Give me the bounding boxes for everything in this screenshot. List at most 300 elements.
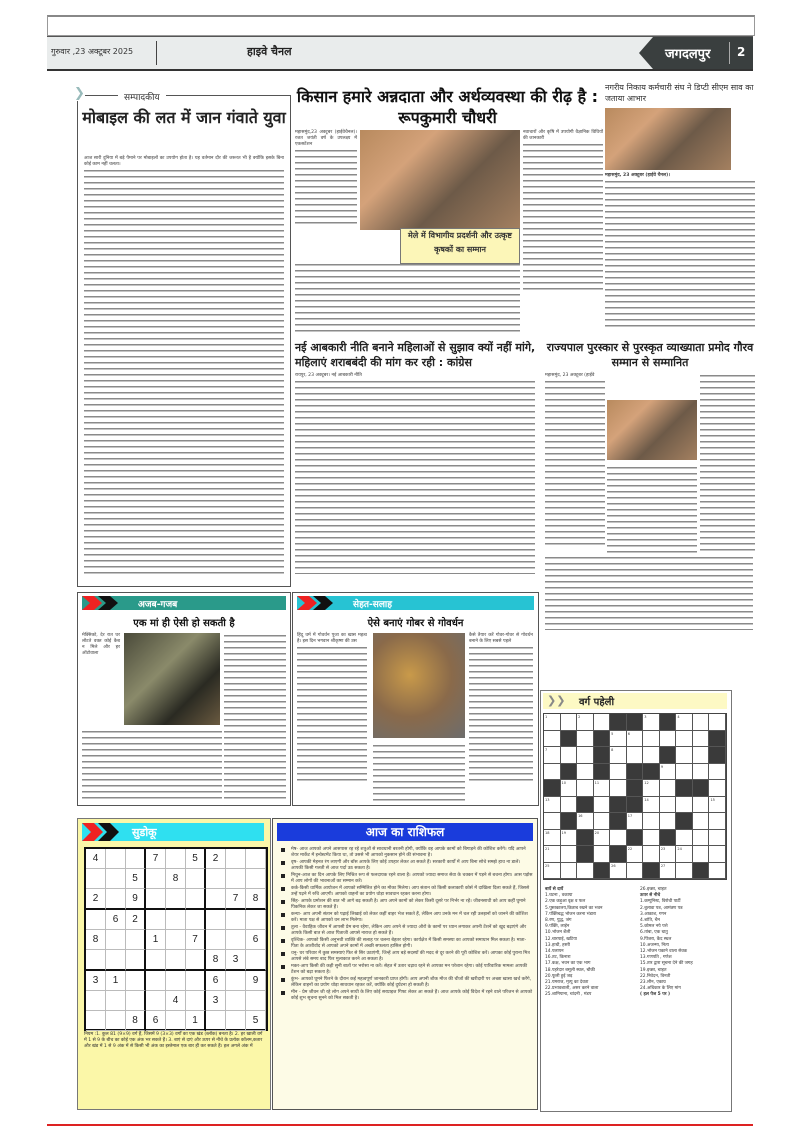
- sudoku-cell: 6: [206, 971, 226, 991]
- down-clue: 10.अजन्मा, नित्य: [640, 942, 669, 948]
- crossword-black-cell: [577, 846, 594, 863]
- city-block: [653, 37, 753, 69]
- crossword-cell: [610, 830, 627, 847]
- sudoku-cell: [226, 971, 246, 991]
- sudoku-cell: [206, 869, 226, 889]
- crossword-cell: 13: [544, 797, 561, 814]
- sehat-salah-snippet2: कैसे तैयार करें गोवर-गोवर से गोवर्धन बनाने के लिए सबसे पहले: [469, 633, 533, 644]
- crossword-cell: [693, 764, 710, 781]
- issue-date: गुरुवार ,23 अक्टूबर 2025: [51, 47, 134, 56]
- crossword-black-cell: [709, 747, 726, 764]
- down-clue: 2.बुलावा पत्र, आमंत्रण पत्र: [640, 905, 683, 911]
- down-clue: 12.भोजन पकाने वाला सेवक: [640, 949, 688, 955]
- crossword-cell: [643, 813, 660, 830]
- sudoku-cell: [86, 869, 106, 889]
- across-clue: 12.चारपाई, खटिया: [545, 936, 577, 942]
- crossword-cell: 14: [643, 797, 660, 814]
- crossword-black-cell: [627, 780, 644, 797]
- crossword-cell: 15: [709, 797, 726, 814]
- rashifal-item: मेष- आज आपको अपने आसपास रह रहे शत्रुओं से सावधानी बरतनी होगी, क्योंकि वह आपके कामों को बिगाड़ने की कोशिश करेंगे। यदि आपने शेयर मार्केट में इन्वेस्टमेंट किया था, तो उससे भी आपको नुकसान होने की संभावना है।: [279, 847, 533, 859]
- sudoku-cell: [166, 930, 186, 950]
- crossword-cell: [544, 731, 561, 748]
- crossword-cell: [676, 731, 693, 748]
- sudoku-cell: [226, 910, 246, 930]
- crossword-black-cell: [627, 714, 644, 731]
- crossword-cell: [660, 780, 677, 797]
- down-clue: 3.आकाश, गगन: [640, 911, 667, 917]
- header-divider: [156, 41, 157, 65]
- across-clue: 16.तट, किनारा: [545, 955, 571, 961]
- crossword-black-cell: [594, 747, 611, 764]
- rashifal-item: वृश्चिक- आपको किसी अनुभवी व्यक्ति की सलाह पर चलना बेहतर रहेगा। कार्यक्षेत्र में किसी समस्या का आपको समाधान मिल सकता है। माता-पिता के आशीर्वाद से आपको अपने कामों में अच्छी सफलता हासिल होगी।: [279, 938, 533, 950]
- sudoku-cell: [246, 869, 266, 889]
- crossword-cell: [693, 846, 710, 863]
- sudoku-cell: [86, 1011, 106, 1031]
- right-text-block: [605, 179, 755, 329]
- sudoku-cell: [106, 869, 126, 889]
- down-clue: 19.इच्छा, चाहत: [640, 967, 667, 973]
- crossword-cell: [610, 780, 627, 797]
- crossword-cell: 1: [544, 714, 561, 731]
- rashifal-list: [279, 847, 533, 1003]
- sudoku-cell: [106, 991, 126, 1011]
- crossword-box: [540, 690, 732, 1112]
- sudoku-cell: [86, 950, 106, 971]
- crossword-cell: [709, 714, 726, 731]
- sudoku-cell: 1: [186, 1011, 206, 1031]
- crossword-black-cell: [660, 714, 677, 731]
- right-story-dateline: महासमुंद, 23 अक्टूबर (हाईवे चैनल)।: [605, 173, 670, 178]
- lead-text-block: [295, 148, 357, 228]
- crossword-cell: [561, 863, 578, 880]
- across-clue: 26.इच्छा, चाहत: [640, 887, 667, 892]
- double-chevron-icon: [82, 596, 130, 610]
- footer-rule: [47, 1124, 753, 1126]
- lead-story-title: किसान हमारे अन्नदाता और अर्थव्यवस्था की रीढ़ है : रूपकुमारी चौधरी: [296, 87, 599, 127]
- down-clue: 5.कोमल नये पत्ते: [640, 924, 668, 930]
- crossword-cell: 18: [544, 830, 561, 847]
- across-clue: 7.पंक्तिबद्ध भोजन करना भंडारा: [545, 911, 597, 917]
- down-clue: 24.अधिकार के लिए मांग: [640, 986, 681, 992]
- across-clue: 2.एक कड़ुआ वृक्ष व फल: [545, 899, 586, 905]
- crossword-cell: [693, 830, 710, 847]
- right-story-title: नगरीय निकाय कर्मचारी संघ ने डिप्टी सीएम साव का जताया आभार: [605, 83, 754, 103]
- right-story-photo: [605, 108, 731, 170]
- sudoku-cell: 7: [186, 930, 206, 950]
- crossword-black-cell: [693, 863, 710, 880]
- sudoku-cell: 6: [106, 910, 126, 930]
- double-chevron-icon: [82, 823, 130, 841]
- ajab-gajab-banner: [82, 596, 286, 610]
- sudoku-cell: [186, 869, 206, 889]
- across-clue: 13.हाथी, हस्ती: [545, 942, 570, 948]
- chevron-right-icon: ❯: [74, 86, 85, 101]
- crossword-cell: [643, 731, 660, 748]
- sudoku-cell: [166, 849, 186, 869]
- crossword-cell: 20: [594, 830, 611, 847]
- crossword-black-cell: [676, 813, 693, 830]
- across-heading: बायें से दायें: [545, 887, 564, 892]
- across-clue: 9.पंक्ति, लाईन: [545, 924, 570, 930]
- rashifal-item: सिंह- आपके प्रमोशन की बात भी आगे बढ़ सकती है। आप अपने कामों को लेकर किसी दूसरे पर निर्भर ना रहें। जीवनसाथी को आप कहीं घुमाने पिकनिक लेकर जा सकते हैं।: [279, 899, 533, 911]
- crossword-cell: 11: [594, 780, 611, 797]
- crossword-black-cell: [660, 830, 677, 847]
- sudoku-cell: [186, 950, 206, 971]
- crossword-cell: 10: [561, 780, 578, 797]
- crossword-black-cell: [660, 747, 677, 764]
- sudoku-cell: 8: [86, 930, 106, 950]
- rashifal-item: मकर-आप किसी की कही सुनी बातों पर भरोसा ना करें। सेहत में उतार चढ़ाव रहने से आपका मन परेशान रहेगा। कोई पारिवारिक मामला आपकी टेंशन को बढ़ा सकता है।: [279, 964, 533, 976]
- sudoku-cell: 8: [126, 1011, 146, 1031]
- crossword-cell: 16: [577, 813, 594, 830]
- crossword-cell: [577, 863, 594, 880]
- sehat-text-block-right: [469, 645, 533, 785]
- crossword-black-cell: [627, 830, 644, 847]
- sudoku-cell: [126, 930, 146, 950]
- award-story-photo: [607, 400, 697, 460]
- across-clue: 17.कक्ष, भवन का एक भाग: [545, 961, 591, 967]
- crossword-cell: 6: [627, 731, 644, 748]
- crossword-black-cell: [676, 780, 693, 797]
- crossword-cell: [676, 830, 693, 847]
- sudoku-cell: 2: [206, 849, 226, 869]
- sudoku-cell: [166, 950, 186, 971]
- ajab-gajab-photo: [124, 633, 220, 725]
- sudoku-cell: [186, 971, 206, 991]
- sudoku-cell: [106, 950, 126, 971]
- rashifal-title: आज का राशिफल: [277, 823, 533, 841]
- crossword-cell: [577, 731, 594, 748]
- sudoku-box: [77, 818, 271, 1110]
- crossword-cell: [544, 764, 561, 781]
- lead-snippet-right: नवाचारों और कृषि में उपयोगी वैज्ञानिक विधियों की जानकारी: [523, 130, 603, 141]
- sudoku-cell: [106, 930, 126, 950]
- sudoku-cell: 7: [226, 889, 246, 910]
- crossword-black-cell: [594, 863, 611, 880]
- sudoku-cell: [186, 991, 206, 1011]
- crossword-cell: [693, 747, 710, 764]
- award-text-block: [545, 379, 605, 549]
- crossword-cell: [693, 731, 710, 748]
- crossword-cell: 4: [676, 714, 693, 731]
- crossword-cell: 22: [627, 846, 644, 863]
- rashifal-box: [272, 818, 538, 1110]
- editorial-title: मोबाइल की लत में जान गंवाते युवा: [82, 108, 286, 127]
- crossword-cell: [561, 747, 578, 764]
- crossword-cell: 2: [577, 714, 594, 731]
- page-number: 2: [737, 45, 746, 59]
- sehat-text-block: [297, 645, 367, 785]
- sudoku-cell: 6: [246, 930, 266, 950]
- crossword-cell: [693, 714, 710, 731]
- rashifal-item: कर्क-किसी धार्मिक आयोजन में आपको सम्मिलित होने का मौका मिलेगा। आप संतान को किसी कलाकारी कोर्स में दाखिला दिला सकते हैं, जिससे उन्हें पढ़ने में रुचि आएगी। आपको वाहनों का प्रयोग थोड़ा सावधान रहकर करना होगा।: [279, 886, 533, 898]
- crossword-cell: 21: [544, 846, 561, 863]
- sudoku-cell: 9: [246, 971, 266, 991]
- sudoku-cell: [166, 1011, 186, 1031]
- double-chevron-icon: [297, 596, 345, 610]
- crossword-cell: [676, 764, 693, 781]
- sudoku-cell: [126, 950, 146, 971]
- across-clue: 18.पहरेदार बसूली स्थल, चौकी: [545, 967, 595, 973]
- sehat-salah-banner: [297, 596, 534, 610]
- sudoku-rules: नियम :1. कुल 81 (9×9) वर्ग हैं, जिसमें 9 (3×3) वर्गों का एक खंड (ब्लॉक) बनता है। 2. हर खाली वर्ग में 1 से 9 के बीच का कोई एक अंक भर सकते हैं। 3. बाएं से दाएं और ऊपर से नीचे के प्रत्येक कॉलम,कतार और खंड में 1 से 9 अंक में से किसी भी अंक का इस्तेमाल एक बार ही कर सकते हैं। हल अगले अंक में: [84, 1032, 263, 1049]
- crossword-cell: [660, 797, 677, 814]
- crossword-cell: [660, 813, 677, 830]
- crossword-cell: [709, 764, 726, 781]
- editorial-box: [74, 86, 291, 587]
- rashifal-item: मिथुन-आज का दिन आपके लिए मिश्रित रूप से फलदायक रहने वाला है। आपको ज्यादा समाज सेवा के चक्कर में पड़ने से बचना होगा। आस पड़ोस में आप लोगों की भावनाओं का सम्मान करें।: [279, 873, 533, 885]
- sudoku-cell: 3: [86, 971, 106, 991]
- crossword-cell: [676, 863, 693, 880]
- sudoku-cell: [246, 849, 266, 869]
- crossword-black-cell: [610, 846, 627, 863]
- award-text-block-right: [700, 373, 755, 553]
- sudoku-cell: 9: [126, 889, 146, 910]
- editorial-body: [84, 156, 284, 581]
- ajab-gajab-column: [82, 633, 120, 657]
- paper-name: हाइवे चैनल: [247, 45, 292, 58]
- double-chevron-icon: ❯❯: [547, 694, 566, 707]
- across-clue: 22.प्रभावशाली, असर करने वाला: [545, 986, 599, 992]
- ajab-gajab-box: [77, 592, 291, 806]
- down-clue: 15.तार द्वारा सूचना देने की जगह: [640, 961, 693, 967]
- across-clue: 21.यमराज, मृत्यु का देवता: [545, 980, 589, 986]
- sudoku-cell: [226, 930, 246, 950]
- crossword-black-cell: [561, 813, 578, 830]
- across-clue: 1.घटना , वकाया: [545, 893, 573, 899]
- down-heading: ऊपर से नीचे: [640, 893, 661, 899]
- crossword-cell: [627, 863, 644, 880]
- sudoku-cell: [186, 889, 206, 910]
- crossword-cell: 26: [610, 863, 627, 880]
- crossword-cell: [577, 780, 594, 797]
- crossword-black-cell: [643, 863, 660, 880]
- crossword-cell: 5: [610, 731, 627, 748]
- abkari-dateline: रायपुर, 23 अक्टूबर। नई आबकारी नीति: [295, 373, 362, 378]
- crossword-cell: 12: [643, 780, 660, 797]
- crossword-black-cell: [594, 731, 611, 748]
- crossword-cell: [709, 780, 726, 797]
- crossword-grid: [543, 713, 727, 880]
- rashifal-item: कन्या- आप अपनी संतान को पढ़ाई लिखाई को लेकर कहीं बाहर भेज सकते हैं, लेकिन आप उनके मन में चल रही उलझनों को जानने की कोशिश करें। माता पक्ष से आपको धन लाभ मिलेगा।: [279, 912, 533, 924]
- top-frame: [47, 15, 755, 36]
- award-story-body: [545, 373, 605, 553]
- crossword-cell: [676, 747, 693, 764]
- abkari-story-body: [295, 373, 535, 578]
- crossword-cell: 27: [660, 863, 677, 880]
- across-clue: 8.रण, युद्ध, जंग: [545, 918, 572, 924]
- down-clue: 4.शांति, चैन: [640, 918, 660, 924]
- crossword-cell: [561, 846, 578, 863]
- sudoku-cell: [86, 910, 106, 930]
- ajab-gajab-label: अजब-गजब: [138, 600, 178, 610]
- crossword-cell: [561, 797, 578, 814]
- sudoku-cell: 5: [186, 849, 206, 869]
- sehat-salah-snippet: हिंदू धर्म में गोवर्धन पूजा का खास महत्व है। इस दिन भगवान श्रीकृष्ण की उस: [297, 633, 367, 644]
- crossword-cell: [693, 813, 710, 830]
- sudoku-cell: [86, 991, 106, 1011]
- crossword-black-cell: [610, 813, 627, 830]
- sehat-salah-photo: [373, 633, 465, 738]
- crossword-black-cell: [693, 780, 710, 797]
- sudoku-banner: [82, 823, 264, 841]
- editorial-label: सम्पादकीय: [118, 90, 166, 103]
- sudoku-cell: [146, 869, 166, 889]
- crossword-cell: 8: [610, 747, 627, 764]
- crossword-cell: 3: [643, 714, 660, 731]
- sudoku-grid: [84, 847, 268, 1031]
- across-clue: 10.भोजन शैली: [545, 930, 571, 936]
- crossword-cell: [709, 863, 726, 880]
- crossword-cell: 25: [544, 863, 561, 880]
- sudoku-cell: [226, 869, 246, 889]
- sudoku-cell: [146, 889, 166, 910]
- sudoku-cell: 7: [146, 849, 166, 869]
- crossword-cell: [627, 747, 644, 764]
- ajab-gajab-text-right: [224, 633, 286, 801]
- ajab-gajab-title: एक मां ही ऐसी हो सकती है: [133, 618, 235, 629]
- crossword-title: वर्ग पहेली: [579, 697, 615, 708]
- sudoku-cell: [126, 849, 146, 869]
- ajab-gajab-snippet: मेक्सिको, देर रात घर लौटते वक्त कोई कैब न मिले और हर ऑटोवाला: [82, 633, 120, 656]
- sudoku-cell: 8: [206, 950, 226, 971]
- crossword-black-cell: [709, 731, 726, 748]
- sudoku-cell: 8: [166, 869, 186, 889]
- crossword-black-cell: [627, 797, 644, 814]
- sudoku-cell: [166, 889, 186, 910]
- sudoku-cell: 5: [246, 1011, 266, 1031]
- down-clue: 1.कम्युनिस्ट, विरोधी पार्टी: [640, 899, 681, 905]
- award-dateline: महासमुंद, 23 अक्टूबर (हाईवे: [545, 373, 595, 378]
- crossword-clues: [545, 887, 729, 999]
- crossword-black-cell: [643, 764, 660, 781]
- editorial-lead: आज सारी दुनिया में बड़े पैमाने पर मोबाइलों का उपयोग होता है। यह वर्तमान दौर की जरूरत भी है क्योंकि इसके बिना कोई काम नहीं चलता।: [84, 156, 284, 167]
- city-name: जगदलपुर: [665, 47, 711, 62]
- down-clue: 6.तांबा, एक धातु: [640, 930, 668, 936]
- sudoku-cell: [206, 889, 226, 910]
- sudoku-cell: [166, 971, 186, 991]
- sudoku-cell: 8: [246, 889, 266, 910]
- lead-story-column-right: [523, 130, 603, 300]
- sudoku-cell: [146, 991, 166, 1011]
- sudoku-cell: [106, 1011, 126, 1031]
- sehat-salah-column-right: [469, 633, 533, 785]
- crossword-black-cell: [561, 764, 578, 781]
- crossword-black-cell: [610, 714, 627, 731]
- crossword-black-cell: [594, 764, 611, 781]
- editorial-text-block: [84, 168, 284, 578]
- sudoku-cell: 2: [86, 889, 106, 910]
- crossword-cell: [643, 747, 660, 764]
- rashifal-item: धनु- घर परिवार में कुछ समस्याएं फिर से सिर उठाएंगी, जिन्हें आप बड़े सदस्यों की मदद से दूर करने की पूरी कोशिश करें। आपका कोई पुराना मित्र आपसे लंबे समय बाद फिर मुलाकात करने आ सकता है।: [279, 951, 533, 963]
- lead-story-photo: [360, 130, 520, 230]
- sudoku-cell: [126, 991, 146, 1011]
- sudoku-cell: 5: [126, 869, 146, 889]
- abkari-story-title: नई आबकारी नीति बनाने महिलाओं से सुझाव क्यों नहीं मांगे, महिलाएं शराबबंदी की मांग कर रही : कांग्रेस: [295, 341, 536, 369]
- across-clue: 20.फूली हुई जड़: [545, 973, 573, 979]
- lead-text-block-bottom: [295, 262, 520, 332]
- rashifal-item: वृष- आपकी मेहनत रंग लाएगी और बॉस आपके लिए कोई उपहार लेकर आ सकते हैं। सरकारी कार्यों में आप बिना सोचे समझे हाथ ना डालें। आपकी किसी गलती से आज पर्दा उठ सकता है।: [279, 860, 533, 872]
- award-text-block-bottom: [545, 555, 753, 630]
- sudoku-cell: [126, 971, 146, 991]
- crossword-cell: [594, 797, 611, 814]
- crossword-black-cell: [627, 764, 644, 781]
- crossword-cell: [610, 764, 627, 781]
- sehat-salah-box: [292, 592, 539, 806]
- crossword-cell: [561, 714, 578, 731]
- sudoku-cell: [226, 1011, 246, 1031]
- sudoku-cell: [146, 971, 166, 991]
- sudoku-title: सुडोकू: [132, 826, 157, 839]
- crossword-cell: 23: [660, 846, 677, 863]
- crossword-cell: [709, 830, 726, 847]
- down-clue: 22.निवेदन, विनती: [640, 973, 671, 979]
- crossword-black-cell: [561, 731, 578, 748]
- page-header: [47, 36, 753, 71]
- sudoku-cell: 1: [146, 930, 166, 950]
- crossword-cell: 17: [627, 813, 644, 830]
- crossword-cell: [693, 797, 710, 814]
- crossword-cell: 7: [544, 747, 561, 764]
- sehat-salah-column: [297, 633, 367, 785]
- page-divider: [729, 42, 730, 64]
- sudoku-cell: [146, 950, 166, 971]
- crossword-cell: [594, 813, 611, 830]
- rashifal-item: तुला - वैवाहिक जीवन में आपसी प्रेम बना रहेगा, लेकिन आप अपने से ज्यादा औरों के कामों पर ध्यान लगाकर अपनी टेंशनें को खुद बढ़ाएंगे और आपके किसी बात से आज पिताजी आपसे नाराज हो सकते हैं।: [279, 925, 533, 937]
- sudoku-cell: [226, 991, 246, 1011]
- sudoku-cell: 3: [206, 991, 226, 1011]
- sudoku-cell: [226, 849, 246, 869]
- lead-dateline: महासमुंद,23 अक्टूबर (हाईवेचैनल)। रजत जयंती वर्ष के उपलक्ष्य में एकसटेंशन: [295, 130, 357, 147]
- crossword-black-cell: [577, 797, 594, 814]
- sudoku-cell: [246, 991, 266, 1011]
- across-clue: 5.पुस्तकालय,किताब रखने का भवन: [545, 905, 603, 911]
- lead-text-block-right: [523, 142, 603, 292]
- crossword-cell: [709, 846, 726, 863]
- sudoku-cell: 4: [86, 849, 106, 869]
- crossword-cell: [577, 764, 594, 781]
- crossword-cell: [643, 846, 660, 863]
- sehat-text-block-bottom: [373, 743, 465, 801]
- sudoku-cell: 1: [106, 971, 126, 991]
- crossword-black-cell: [577, 830, 594, 847]
- sudoku-cell: [106, 889, 126, 910]
- crossword-cell: [660, 731, 677, 748]
- sudoku-cell: [106, 849, 126, 869]
- sudoku-cell: 4: [166, 991, 186, 1011]
- sudoku-cell: 2: [126, 910, 146, 930]
- crossword-cell: [594, 846, 611, 863]
- crossword-cell: 24: [676, 846, 693, 863]
- crossword-black-cell: [544, 780, 561, 797]
- crossword-cell: 19: [561, 830, 578, 847]
- sudoku-cell: [206, 910, 226, 930]
- lead-story-column: [295, 130, 357, 230]
- across-clue: 14.पलायन: [545, 949, 564, 955]
- sudoku-cell: [166, 910, 186, 930]
- crossword-cell: 9: [660, 764, 677, 781]
- sehat-salah-label: सेहत-सलाह: [353, 600, 393, 610]
- sudoku-cell: [206, 1011, 226, 1031]
- sudoku-cell: [146, 910, 166, 930]
- down-clue: 13.गणपति , गणेश: [640, 955, 672, 961]
- crossword-cell: [643, 830, 660, 847]
- crossword-cell: [709, 813, 726, 830]
- rashifal-item: मीन - प्रेम जीवन जी रहे लोग अपने साथी के लिए कोई सरप्राइज गिफ्ट लेकर आ सकते हैं। आज आपके कोई विदेश में रहने वाले परिजन से आपको कोई शुभ सूचना सुनने को मिल सकती है।: [279, 990, 533, 1002]
- down-clue: 23.लीन, एकाग्र: [640, 980, 666, 986]
- sudoku-cell: 3: [226, 950, 246, 971]
- solution-note: ( हल पेज 5 पर ): [640, 992, 671, 998]
